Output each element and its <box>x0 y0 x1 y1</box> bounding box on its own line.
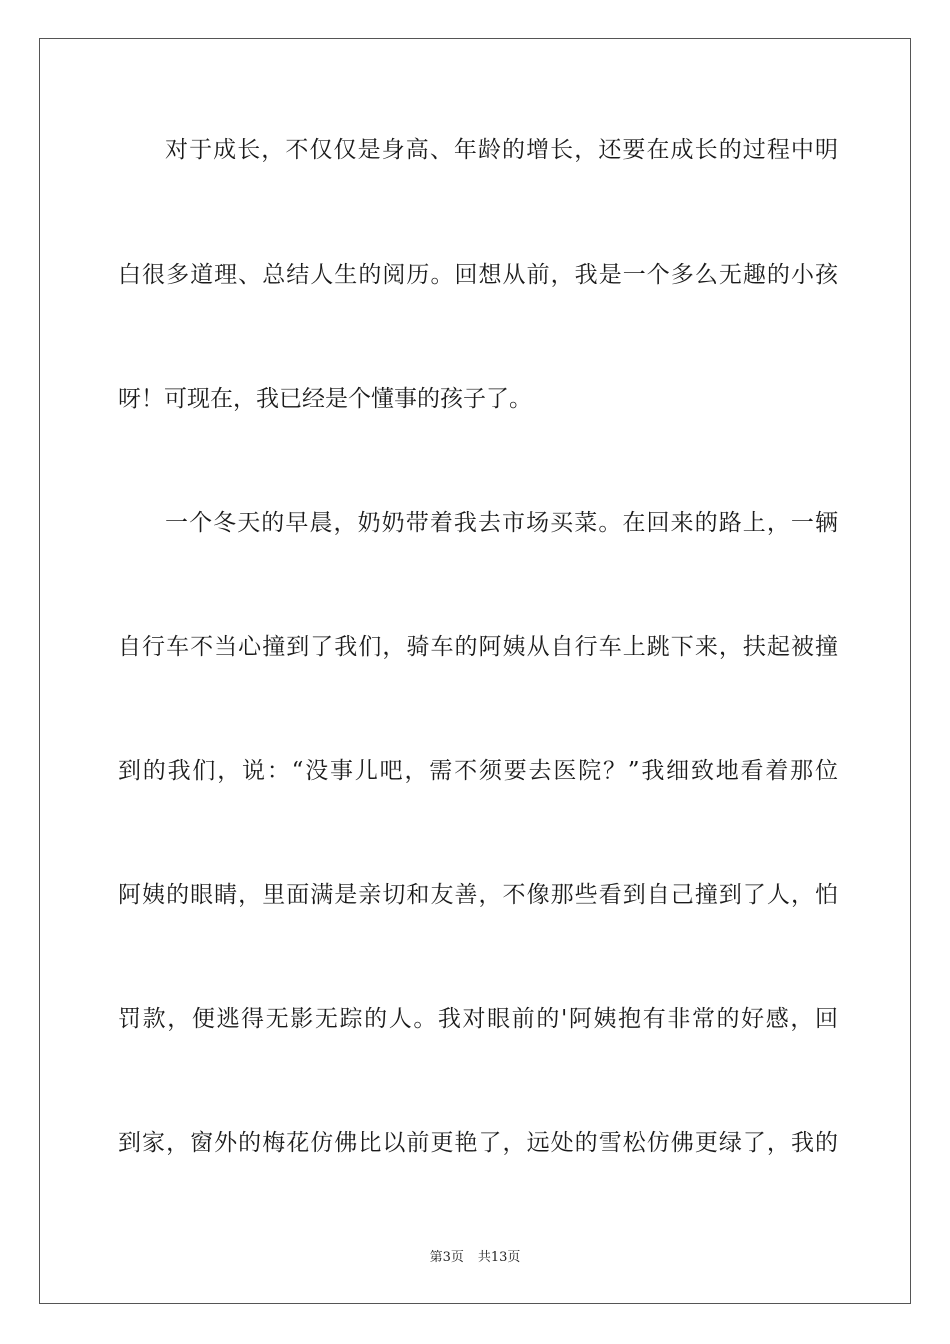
page-border <box>39 38 911 1304</box>
text-line: 呀！可现在，我已经是个懂事的孩子了。 <box>118 386 532 412</box>
text-line: 到家，窗外的梅花仿佛比以前更艳了，远处的雪松仿佛更绿了，我的 <box>118 1130 838 1156</box>
text-line: 自行车不当心撞到了我们，骑车的阿姨从自行车上跳下来，扶起被撞 <box>118 634 838 660</box>
text-line: 到的我们，说：“没事儿吧，需不须要去医院？”我细致地看着那位 <box>118 758 838 784</box>
text-line: 一个冬天的早晨，奶奶带着我去市场买菜。在回来的路上，一辆 <box>165 510 838 536</box>
page-number: 第3页 <box>429 1250 464 1265</box>
text-line: 罚款，便逃得无影无踪的人。我对眼前的'阿姨抱有非常的好感，回 <box>118 1006 838 1032</box>
page-footer <box>0 1246 950 1266</box>
page-total: 共13页 <box>477 1250 521 1265</box>
text-line: 白很多道理、总结人生的阅历。回想从前，我是一个多么无趣的小孩 <box>118 262 838 288</box>
text-line: 阿姨的眼睛，里面满是亲切和友善，不像那些看到自己撞到了人，怕 <box>118 882 838 908</box>
text-line: 对于成长，不仅仅是身高、年龄的增长，还要在成长的过程中明 <box>165 137 838 163</box>
